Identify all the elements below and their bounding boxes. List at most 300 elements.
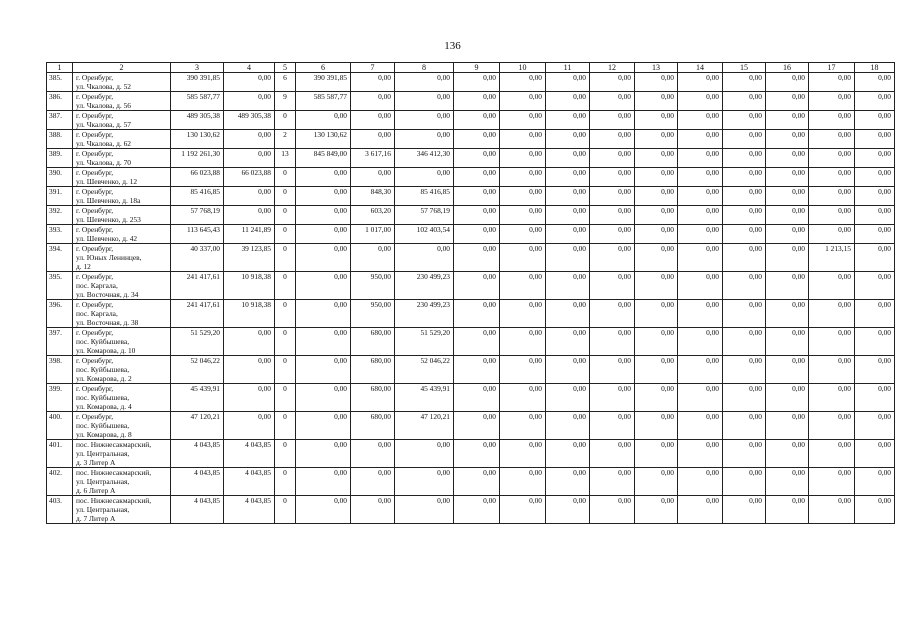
value-cell-c11: 0,00 — [546, 187, 590, 206]
column-header: 7 — [351, 63, 395, 73]
value-cell-c4: 0,00 — [224, 412, 275, 440]
table-row — [47, 168, 895, 187]
value-cell-c12: 0,00 — [590, 111, 635, 130]
address-cell — [73, 300, 171, 328]
row-number: 396. — [47, 300, 73, 328]
value-cell-c15: 0,00 — [723, 272, 766, 300]
value-cell-c12: 0,00 — [590, 468, 635, 496]
value-cell-c13: 0,00 — [635, 244, 678, 272]
value-cell-c15: 0,00 — [723, 356, 766, 384]
value-cell-c14: 0,00 — [678, 225, 723, 244]
value-cell-c3: 85 416,85 — [171, 187, 224, 206]
value-cell-c8: 85 416,85 — [395, 187, 454, 206]
value-cell-c7: 0,00 — [351, 496, 395, 524]
data-table — [46, 62, 895, 524]
value-cell-c10: 0,00 — [500, 384, 546, 412]
value-cell-c8: 45 439,91 — [395, 384, 454, 412]
value-cell-c18: 0,00 — [855, 328, 895, 356]
value-cell-c6: 0,00 — [296, 272, 351, 300]
value-cell-c16: 0,00 — [766, 225, 809, 244]
value-cell-c14: 0,00 — [678, 187, 723, 206]
value-cell-c10: 0,00 — [500, 206, 546, 225]
value-cell-c5: 0 — [275, 496, 296, 524]
value-cell-c17: 0,00 — [809, 440, 855, 468]
row-number: 402. — [47, 468, 73, 496]
value-cell-c14: 0,00 — [678, 168, 723, 187]
value-cell-c5: 0 — [275, 300, 296, 328]
value-cell-c17: 0,00 — [809, 300, 855, 328]
value-cell-c6: 390 391,85 — [296, 73, 351, 92]
value-cell-c16: 0,00 — [766, 328, 809, 356]
column-header: 4 — [224, 63, 275, 73]
value-cell-c12: 0,00 — [590, 130, 635, 149]
value-cell-c8: 0,00 — [395, 130, 454, 149]
table-body — [47, 73, 895, 524]
value-cell-c7: 950,00 — [351, 300, 395, 328]
value-cell-c9: 0,00 — [454, 168, 500, 187]
value-cell-c11: 0,00 — [546, 73, 590, 92]
value-cell-c13: 0,00 — [635, 328, 678, 356]
value-cell-c13: 0,00 — [635, 272, 678, 300]
value-cell-c4: 4 043,85 — [224, 496, 275, 524]
value-cell-c13: 0,00 — [635, 225, 678, 244]
value-cell-c10: 0,00 — [500, 356, 546, 384]
value-cell-c10: 0,00 — [500, 149, 546, 168]
value-cell-c7: 3 617,16 — [351, 149, 395, 168]
value-cell-c6: 0,00 — [296, 111, 351, 130]
row-number: 389. — [47, 149, 73, 168]
value-cell-c6: 0,00 — [296, 440, 351, 468]
value-cell-c17: 0,00 — [809, 130, 855, 149]
value-cell-c9: 0,00 — [454, 92, 500, 111]
value-cell-c5: 0 — [275, 412, 296, 440]
address-line: г. Оренбург, — [76, 300, 114, 309]
value-cell-c9: 0,00 — [454, 244, 500, 272]
address-line: д. 3 Литер А — [76, 458, 116, 467]
value-cell-c14: 0,00 — [678, 272, 723, 300]
value-cell-c6: 0,00 — [296, 412, 351, 440]
value-cell-c7: 848,30 — [351, 187, 395, 206]
value-cell-c11: 0,00 — [546, 328, 590, 356]
value-cell-c17: 0,00 — [809, 272, 855, 300]
value-cell-c17: 0,00 — [809, 496, 855, 524]
address-line: ул. Комарова, д. 8 — [76, 430, 132, 439]
address-line: ул. Чкалова, д. 56 — [76, 101, 131, 110]
value-cell-c4: 4 043,85 — [224, 468, 275, 496]
value-cell-c4: 0,00 — [224, 384, 275, 412]
address-line: ул. Шевченко, д. 253 — [76, 215, 141, 224]
value-cell-c9: 0,00 — [454, 73, 500, 92]
address-line: ул. Центральная, — [76, 505, 130, 514]
value-cell-c16: 0,00 — [766, 149, 809, 168]
value-cell-c5: 0 — [275, 187, 296, 206]
value-cell-c9: 0,00 — [454, 272, 500, 300]
row-number: 393. — [47, 225, 73, 244]
value-cell-c9: 0,00 — [454, 328, 500, 356]
value-cell-c18: 0,00 — [855, 272, 895, 300]
address-line: ул. Центральная, — [76, 449, 130, 458]
value-cell-c11: 0,00 — [546, 111, 590, 130]
value-cell-c6: 0,00 — [296, 384, 351, 412]
row-number: 392. — [47, 206, 73, 225]
column-header: 1 — [47, 63, 73, 73]
value-cell-c7: 0,00 — [351, 130, 395, 149]
value-cell-c13: 0,00 — [635, 300, 678, 328]
value-cell-c10: 0,00 — [500, 272, 546, 300]
table-row — [47, 356, 895, 384]
address-line: пос. Куйбышева, — [76, 337, 130, 346]
value-cell-c17: 0,00 — [809, 187, 855, 206]
address-line: г. Оренбург, — [76, 272, 114, 281]
value-cell-c16: 0,00 — [766, 92, 809, 111]
row-number: 391. — [47, 187, 73, 206]
value-cell-c11: 0,00 — [546, 300, 590, 328]
column-header: 13 — [635, 63, 678, 73]
table-row — [47, 206, 895, 225]
value-cell-c11: 0,00 — [546, 130, 590, 149]
value-cell-c18: 0,00 — [855, 168, 895, 187]
row-number: 394. — [47, 244, 73, 272]
value-cell-c13: 0,00 — [635, 73, 678, 92]
value-cell-c3: 489 305,38 — [171, 111, 224, 130]
value-cell-c15: 0,00 — [723, 149, 766, 168]
row-number: 400. — [47, 412, 73, 440]
value-cell-c8: 51 529,20 — [395, 328, 454, 356]
table-header-row — [47, 63, 895, 73]
address-line: пос. Каргала, — [76, 281, 118, 290]
value-cell-c8: 102 403,54 — [395, 225, 454, 244]
value-cell-c10: 0,00 — [500, 244, 546, 272]
value-cell-c3: 4 043,85 — [171, 468, 224, 496]
value-cell-c17: 0,00 — [809, 73, 855, 92]
value-cell-c7: 0,00 — [351, 111, 395, 130]
value-cell-c14: 0,00 — [678, 244, 723, 272]
address-cell — [73, 412, 171, 440]
value-cell-c5: 2 — [275, 130, 296, 149]
address-line: г. Оренбург, — [76, 111, 114, 120]
value-cell-c4: 0,00 — [224, 187, 275, 206]
value-cell-c15: 0,00 — [723, 168, 766, 187]
value-cell-c9: 0,00 — [454, 225, 500, 244]
page-number: 136 — [444, 40, 461, 52]
value-cell-c14: 0,00 — [678, 440, 723, 468]
value-cell-c4: 0,00 — [224, 356, 275, 384]
value-cell-c17: 0,00 — [809, 206, 855, 225]
address-cell — [73, 272, 171, 300]
value-cell-c13: 0,00 — [635, 149, 678, 168]
column-header: 12 — [590, 63, 635, 73]
value-cell-c16: 0,00 — [766, 187, 809, 206]
address-line: ул. Комарова, д. 10 — [76, 346, 136, 355]
value-cell-c18: 0,00 — [855, 468, 895, 496]
value-cell-c4: 0,00 — [224, 92, 275, 111]
value-cell-c14: 0,00 — [678, 496, 723, 524]
row-number: 385. — [47, 73, 73, 92]
value-cell-c18: 0,00 — [855, 92, 895, 111]
address-cell — [73, 244, 171, 272]
value-cell-c9: 0,00 — [454, 412, 500, 440]
value-cell-c3: 57 768,19 — [171, 206, 224, 225]
address-line: ул. Шевченко, д. 12 — [76, 177, 138, 186]
table-row — [47, 468, 895, 496]
value-cell-c9: 0,00 — [454, 356, 500, 384]
value-cell-c3: 1 192 261,30 — [171, 149, 224, 168]
value-cell-c9: 0,00 — [454, 496, 500, 524]
value-cell-c6: 845 849,00 — [296, 149, 351, 168]
value-cell-c7: 950,00 — [351, 272, 395, 300]
value-cell-c3: 390 391,85 — [171, 73, 224, 92]
value-cell-c14: 0,00 — [678, 356, 723, 384]
address-line: ул. Комарова, д. 4 — [76, 402, 132, 411]
value-cell-c12: 0,00 — [590, 440, 635, 468]
address-line: г. Оренбург, — [76, 328, 114, 337]
value-cell-c6: 0,00 — [296, 328, 351, 356]
value-cell-c3: 585 587,77 — [171, 92, 224, 111]
value-cell-c7: 680,00 — [351, 356, 395, 384]
value-cell-c5: 0 — [275, 168, 296, 187]
value-cell-c16: 0,00 — [766, 412, 809, 440]
value-cell-c4: 0,00 — [224, 328, 275, 356]
value-cell-c5: 0 — [275, 356, 296, 384]
address-cell — [73, 187, 171, 206]
row-number: 397. — [47, 328, 73, 356]
value-cell-c15: 0,00 — [723, 412, 766, 440]
value-cell-c18: 0,00 — [855, 496, 895, 524]
column-header: 8 — [395, 63, 454, 73]
value-cell-c12: 0,00 — [590, 92, 635, 111]
value-cell-c13: 0,00 — [635, 92, 678, 111]
table-row — [47, 272, 895, 300]
value-cell-c6: 0,00 — [296, 468, 351, 496]
value-cell-c16: 0,00 — [766, 300, 809, 328]
value-cell-c18: 0,00 — [855, 149, 895, 168]
address-line: г. Оренбург, — [76, 130, 114, 139]
value-cell-c13: 0,00 — [635, 187, 678, 206]
value-cell-c8: 47 120,21 — [395, 412, 454, 440]
value-cell-c7: 0,00 — [351, 168, 395, 187]
value-cell-c7: 0,00 — [351, 73, 395, 92]
value-cell-c10: 0,00 — [500, 468, 546, 496]
value-cell-c17: 0,00 — [809, 111, 855, 130]
value-cell-c5: 0 — [275, 111, 296, 130]
value-cell-c10: 0,00 — [500, 168, 546, 187]
value-cell-c14: 0,00 — [678, 468, 723, 496]
value-cell-c13: 0,00 — [635, 496, 678, 524]
column-header: 10 — [500, 63, 546, 73]
value-cell-c8: 0,00 — [395, 92, 454, 111]
value-cell-c8: 52 046,22 — [395, 356, 454, 384]
value-cell-c15: 0,00 — [723, 496, 766, 524]
table-row — [47, 92, 895, 111]
value-cell-c6: 0,00 — [296, 168, 351, 187]
value-cell-c12: 0,00 — [590, 225, 635, 244]
address-line: пос. Нижнесакмарский, — [76, 468, 152, 477]
value-cell-c3: 51 529,20 — [171, 328, 224, 356]
value-cell-c12: 0,00 — [590, 149, 635, 168]
value-cell-c15: 0,00 — [723, 300, 766, 328]
table-row — [47, 73, 895, 92]
value-cell-c16: 0,00 — [766, 468, 809, 496]
value-cell-c10: 0,00 — [500, 187, 546, 206]
value-cell-c8: 230 499,23 — [395, 300, 454, 328]
value-cell-c16: 0,00 — [766, 73, 809, 92]
value-cell-c10: 0,00 — [500, 92, 546, 111]
value-cell-c11: 0,00 — [546, 496, 590, 524]
value-cell-c13: 0,00 — [635, 111, 678, 130]
row-number: 386. — [47, 92, 73, 111]
value-cell-c7: 0,00 — [351, 440, 395, 468]
value-cell-c10: 0,00 — [500, 328, 546, 356]
table-row — [47, 384, 895, 412]
value-cell-c10: 0,00 — [500, 412, 546, 440]
address-cell — [73, 149, 171, 168]
column-header: 14 — [678, 63, 723, 73]
address-line: д. 12 — [76, 262, 91, 271]
value-cell-c5: 0 — [275, 384, 296, 412]
value-cell-c7: 0,00 — [351, 92, 395, 111]
column-header: 15 — [723, 63, 766, 73]
value-cell-c8: 230 499,23 — [395, 272, 454, 300]
address-cell — [73, 496, 171, 524]
value-cell-c16: 0,00 — [766, 130, 809, 149]
value-cell-c14: 0,00 — [678, 300, 723, 328]
value-cell-c13: 0,00 — [635, 384, 678, 412]
value-cell-c4: 0,00 — [224, 130, 275, 149]
address-line: ул. Центральная, — [76, 477, 130, 486]
address-line: ул. Восточная, д. 38 — [76, 318, 139, 327]
column-header: 5 — [275, 63, 296, 73]
value-cell-c7: 603,20 — [351, 206, 395, 225]
value-cell-c12: 0,00 — [590, 73, 635, 92]
value-cell-c11: 0,00 — [546, 272, 590, 300]
value-cell-c4: 39 123,85 — [224, 244, 275, 272]
address-line: г. Оренбург, — [76, 149, 114, 158]
value-cell-c4: 10 918,38 — [224, 300, 275, 328]
value-cell-c8: 0,00 — [395, 244, 454, 272]
value-cell-c16: 0,00 — [766, 384, 809, 412]
address-line: г. Оренбург, — [76, 356, 114, 365]
column-header: 6 — [296, 63, 351, 73]
address-line: г. Оренбург, — [76, 244, 114, 253]
value-cell-c13: 0,00 — [635, 130, 678, 149]
value-cell-c11: 0,00 — [546, 440, 590, 468]
value-cell-c11: 0,00 — [546, 384, 590, 412]
value-cell-c16: 0,00 — [766, 168, 809, 187]
value-cell-c8: 0,00 — [395, 496, 454, 524]
address-cell — [73, 73, 171, 92]
value-cell-c12: 0,00 — [590, 244, 635, 272]
value-cell-c6: 0,00 — [296, 225, 351, 244]
value-cell-c10: 0,00 — [500, 440, 546, 468]
value-cell-c14: 0,00 — [678, 328, 723, 356]
value-cell-c17: 0,00 — [809, 356, 855, 384]
value-cell-c8: 0,00 — [395, 73, 454, 92]
address-line: ул. Чкалова, д. 57 — [76, 120, 131, 129]
value-cell-c12: 0,00 — [590, 412, 635, 440]
column-header: 2 — [73, 63, 171, 73]
value-cell-c15: 0,00 — [723, 111, 766, 130]
value-cell-c13: 0,00 — [635, 440, 678, 468]
value-cell-c12: 0,00 — [590, 272, 635, 300]
value-cell-c9: 0,00 — [454, 149, 500, 168]
table-row — [47, 111, 895, 130]
value-cell-c4: 0,00 — [224, 206, 275, 225]
address-line: ул. Шевченко, д. 18а — [76, 196, 141, 205]
value-cell-c11: 0,00 — [546, 225, 590, 244]
value-cell-c7: 680,00 — [351, 328, 395, 356]
value-cell-c14: 0,00 — [678, 130, 723, 149]
value-cell-c6: 0,00 — [296, 300, 351, 328]
value-cell-c17: 0,00 — [809, 149, 855, 168]
value-cell-c3: 45 439,91 — [171, 384, 224, 412]
value-cell-c4: 11 241,89 — [224, 225, 275, 244]
table-row — [47, 412, 895, 440]
value-cell-c3: 47 120,21 — [171, 412, 224, 440]
value-cell-c9: 0,00 — [454, 440, 500, 468]
value-cell-c9: 0,00 — [454, 206, 500, 225]
value-cell-c11: 0,00 — [546, 468, 590, 496]
column-header: 11 — [546, 63, 590, 73]
address-line: пос. Каргала, — [76, 309, 118, 318]
address-cell — [73, 356, 171, 384]
value-cell-c13: 0,00 — [635, 412, 678, 440]
value-cell-c15: 0,00 — [723, 328, 766, 356]
value-cell-c18: 0,00 — [855, 206, 895, 225]
address-line: ул. Чкалова, д. 52 — [76, 82, 131, 91]
value-cell-c13: 0,00 — [635, 468, 678, 496]
value-cell-c6: 0,00 — [296, 496, 351, 524]
address-line: г. Оренбург, — [76, 73, 114, 82]
address-line: пос. Куйбышева, — [76, 421, 130, 430]
value-cell-c14: 0,00 — [678, 384, 723, 412]
value-cell-c11: 0,00 — [546, 356, 590, 384]
value-cell-c12: 0,00 — [590, 496, 635, 524]
value-cell-c9: 0,00 — [454, 111, 500, 130]
row-number: 403. — [47, 496, 73, 524]
value-cell-c5: 13 — [275, 149, 296, 168]
value-cell-c6: 0,00 — [296, 187, 351, 206]
value-cell-c6: 130 130,62 — [296, 130, 351, 149]
value-cell-c14: 0,00 — [678, 206, 723, 225]
value-cell-c4: 66 023,88 — [224, 168, 275, 187]
value-cell-c3: 52 046,22 — [171, 356, 224, 384]
value-cell-c5: 0 — [275, 468, 296, 496]
value-cell-c15: 0,00 — [723, 206, 766, 225]
value-cell-c6: 0,00 — [296, 356, 351, 384]
table-row — [47, 225, 895, 244]
address-line: ул. Чкалова, д. 62 — [76, 139, 131, 148]
row-number: 390. — [47, 168, 73, 187]
value-cell-c10: 0,00 — [500, 111, 546, 130]
value-cell-c13: 0,00 — [635, 168, 678, 187]
value-cell-c12: 0,00 — [590, 384, 635, 412]
value-cell-c15: 0,00 — [723, 130, 766, 149]
value-cell-c13: 0,00 — [635, 356, 678, 384]
value-cell-c12: 0,00 — [590, 356, 635, 384]
value-cell-c5: 9 — [275, 92, 296, 111]
value-cell-c10: 0,00 — [500, 225, 546, 244]
table-row — [47, 130, 895, 149]
value-cell-c4: 0,00 — [224, 149, 275, 168]
address-cell — [73, 92, 171, 111]
value-cell-c11: 0,00 — [546, 149, 590, 168]
table-row — [47, 328, 895, 356]
value-cell-c7: 1 017,00 — [351, 225, 395, 244]
value-cell-c18: 0,00 — [855, 356, 895, 384]
value-cell-c5: 0 — [275, 272, 296, 300]
value-cell-c3: 40 337,00 — [171, 244, 224, 272]
value-cell-c10: 0,00 — [500, 130, 546, 149]
